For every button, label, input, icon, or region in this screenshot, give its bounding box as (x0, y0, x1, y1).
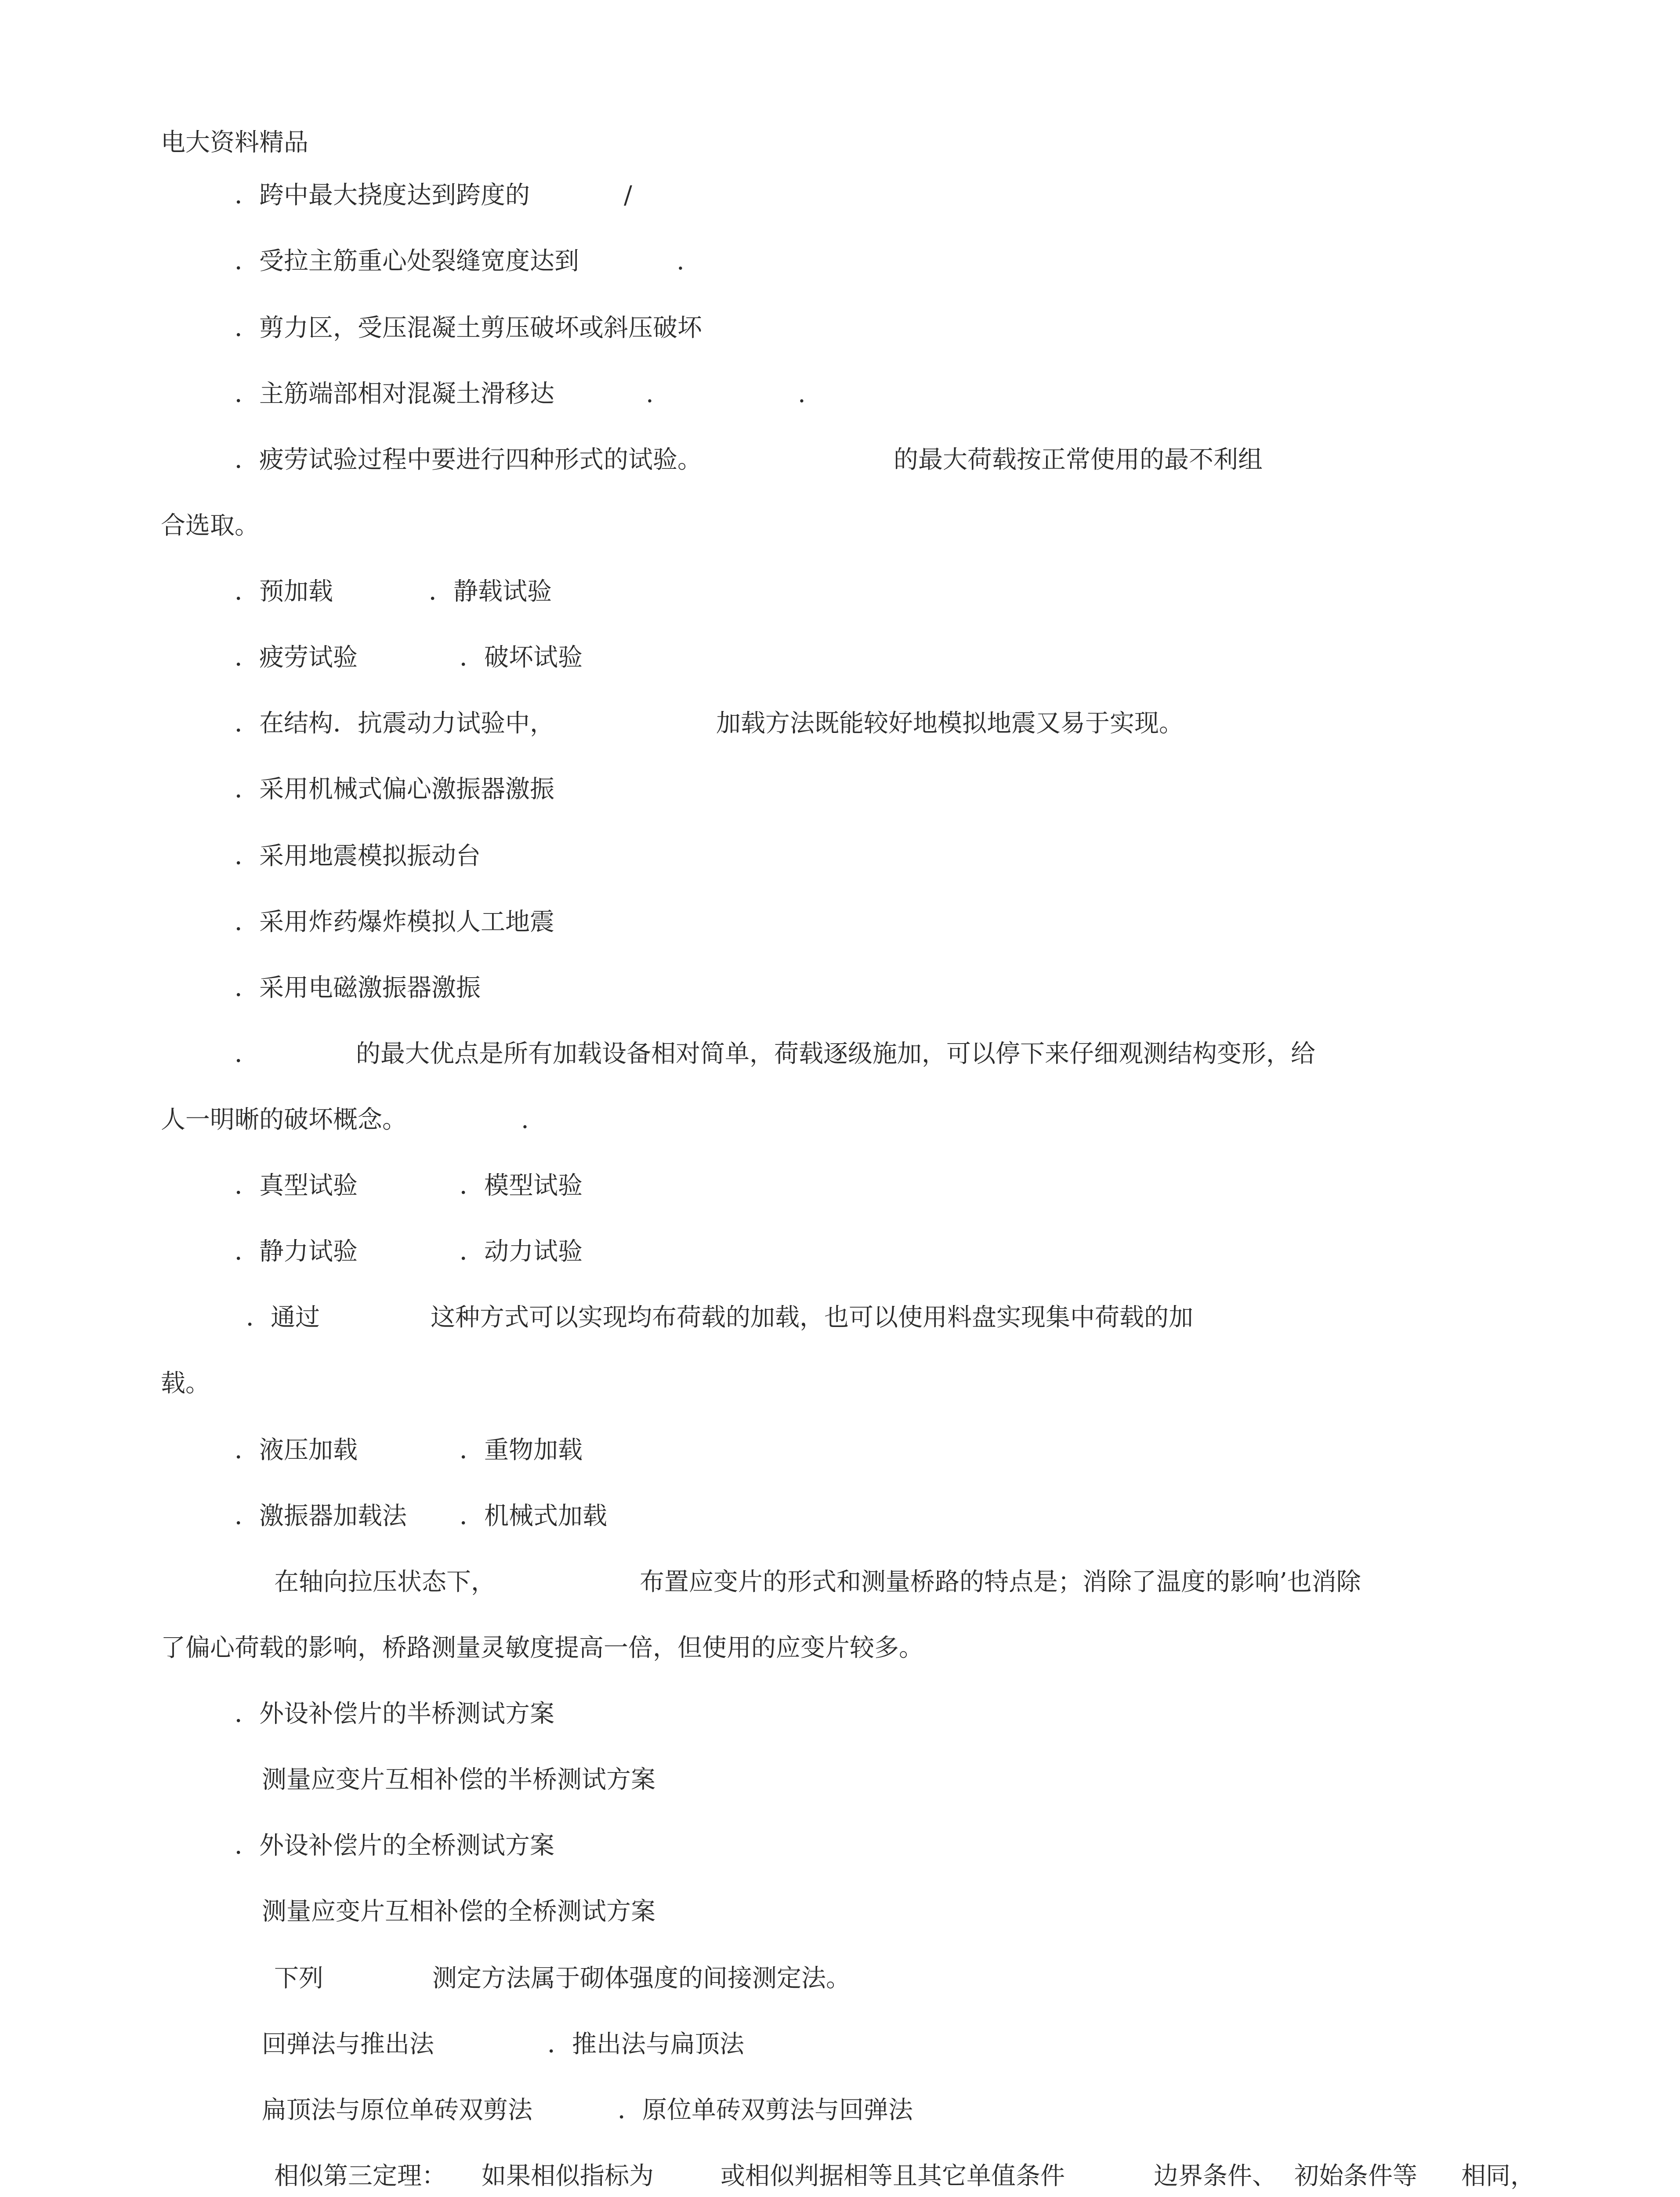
text-line (274, 2161, 446, 2192)
text-line (274, 1963, 323, 1994)
text-line (716, 708, 1184, 739)
text-line (262, 1765, 655, 1795)
text-line (894, 445, 1263, 475)
text-segment: ． (235, 1040, 259, 1068)
text-segment: 载。 (161, 1369, 210, 1398)
text-segment: 加载方法既能较好地模拟地震又易于实现。 (716, 709, 1184, 738)
text-line (721, 2161, 1065, 2192)
text-segment: ．静力试验 (235, 1237, 358, 1266)
text-line (640, 1567, 1361, 1598)
text-line (235, 841, 481, 872)
text-segment: ．模型试验 (460, 1171, 583, 1200)
text-segment: ．剪力区，受压混凝土剪压破坏或斜压破坏 (235, 314, 702, 342)
text-line (460, 1236, 583, 1267)
text-segment: ．静载试验 (429, 577, 552, 606)
text-segment: ．激振器加载法 (235, 1502, 407, 1530)
text-segment: 下列 (274, 1964, 323, 1993)
text-line (356, 1039, 1315, 1069)
text-line (431, 1302, 1193, 1333)
text-line (246, 1302, 320, 1333)
text-line (235, 576, 333, 607)
text-line (624, 180, 632, 211)
text-segment: ．外设补偿片的半桥测试方案 (235, 1700, 554, 1728)
text-segment: ．真型试验 (235, 1171, 358, 1200)
text-line (460, 1501, 607, 1532)
text-segment: 在轴向拉压状态下， (274, 1568, 496, 1596)
text-line (235, 708, 554, 739)
text-line (235, 1236, 358, 1267)
text-segment: 这种方式可以实现均布荷载的加载，也可以使用料盘实现集中荷载的加 (431, 1303, 1193, 1332)
text-line (161, 1368, 210, 1399)
text-line (521, 1105, 529, 1135)
text-line (235, 379, 554, 410)
text-line (235, 246, 579, 277)
text-line (646, 379, 654, 410)
text-line (1154, 2161, 1277, 2192)
text-segment: ．在结构．抗震动力试验中， (235, 709, 554, 738)
text-segment: ．受拉主筋重心处裂缝宽度达到 (235, 247, 579, 276)
text-segment: 边界条件、 (1154, 2162, 1277, 2190)
text-line (432, 1963, 851, 1994)
text-line (235, 907, 554, 938)
text-segment: ．采用机械式偏心激振器激振 (235, 775, 554, 804)
text-line (235, 445, 702, 475)
text-segment: 回弹法与推出法 (262, 2030, 434, 2059)
text-segment: 人一明晰的破坏概念。 (161, 1106, 407, 1134)
text-segment: 相同， (1461, 2162, 1535, 2190)
text-line (262, 1896, 655, 1927)
text-segment: ．疲劳试验过程中要进行四种形式的试验。 (235, 446, 702, 474)
text-line (235, 180, 530, 211)
text-line (677, 246, 684, 277)
text-line (262, 2029, 434, 2060)
text-segment: ．采用电磁激振器激振 (235, 974, 481, 1002)
text-segment: ．液压加载 (235, 1436, 358, 1465)
text-line (274, 1567, 496, 1598)
text-segment: ．动力试验 (460, 1237, 583, 1266)
text-segment: 的最大荷载按正常使用的最不利组 (894, 446, 1263, 474)
text-line (1461, 2161, 1535, 2192)
text-segment: ．原位单砖双剪法与回弹法 (618, 2096, 913, 2124)
text-line (235, 1171, 358, 1201)
text-segment: ．预加载 (235, 577, 333, 606)
text-line (460, 642, 583, 673)
text-segment: 测定方法属于砌体强度的间接测定法。 (432, 1964, 851, 1993)
text-segment: 合选取。 (161, 511, 259, 540)
text-segment: ．主筋端部相对混凝土滑移达 (235, 380, 554, 408)
text-line (547, 2029, 744, 2060)
text-segment: ．采用炸药爆炸模拟人工地震 (235, 908, 554, 936)
text-segment: ．重物加载 (460, 1436, 583, 1465)
text-line (235, 1699, 554, 1729)
text-line (460, 1171, 583, 1201)
text-line (235, 1501, 407, 1532)
text-segment: ．采用地震模拟振动台 (235, 842, 481, 870)
text-line (235, 973, 481, 1004)
text-line (235, 1435, 358, 1466)
text-segment: ．破坏试验 (460, 643, 583, 672)
text-segment: . (798, 380, 806, 408)
text-line (161, 1105, 407, 1135)
text-line (161, 1633, 923, 1664)
text-segment: 布置应变片的形式和测量桥路的特点是；消除了温度的影响’也消除 (640, 1568, 1361, 1596)
text-line (460, 1435, 583, 1466)
text-segment: 或相似判据相等且其它单值条件 (721, 2162, 1065, 2190)
text-line (1294, 2161, 1417, 2192)
text-line (262, 2095, 532, 2126)
text-segment: 测量应变片互相补偿的全桥测试方案 (262, 1897, 655, 1926)
text-line (798, 379, 806, 410)
text-segment: ．疲劳试验 (235, 643, 358, 672)
text-segment: 如果相似指标为 (482, 2162, 654, 2190)
text-segment: 相似第三定理： (274, 2162, 446, 2190)
text-line (161, 511, 259, 541)
text-line (618, 2095, 913, 2126)
text-line (235, 1831, 554, 1861)
text-segment: ．外设补偿片的全桥测试方案 (235, 1831, 554, 1860)
text-segment: ．通过 (246, 1303, 320, 1332)
text-segment: . (646, 380, 654, 408)
text-segment: ．推出法与扁顶法 (547, 2030, 744, 2059)
text-segment: ．跨中最大挠度达到跨度的 (235, 181, 530, 210)
text-segment: 了偏心荷载的影响，桥路测量灵敏度提高一倍，但使用的应变片较多。 (161, 1634, 923, 1662)
text-line (235, 1039, 259, 1069)
text-segment: 扁顶法与原位单砖双剪法 (262, 2096, 532, 2124)
text-line (235, 642, 358, 673)
text-segment: 初始条件等 (1294, 2162, 1417, 2190)
text-segment: 测量应变片互相补偿的半桥测试方案 (262, 1766, 655, 1794)
page-header: 电大资料精品 (161, 128, 308, 157)
text-segment: . (677, 247, 684, 276)
text-segment: . (521, 1106, 529, 1134)
text-line (429, 576, 552, 607)
text-line (235, 774, 554, 805)
text-line (482, 2161, 654, 2192)
text-segment: 的最大优点是所有加载设备相对简单，荷载逐级施加，可以停下来仔细观测结构变形，给 (356, 1040, 1315, 1068)
text-line (235, 313, 702, 344)
text-segment: / (624, 181, 632, 210)
text-segment: ．机械式加载 (460, 1502, 607, 1530)
